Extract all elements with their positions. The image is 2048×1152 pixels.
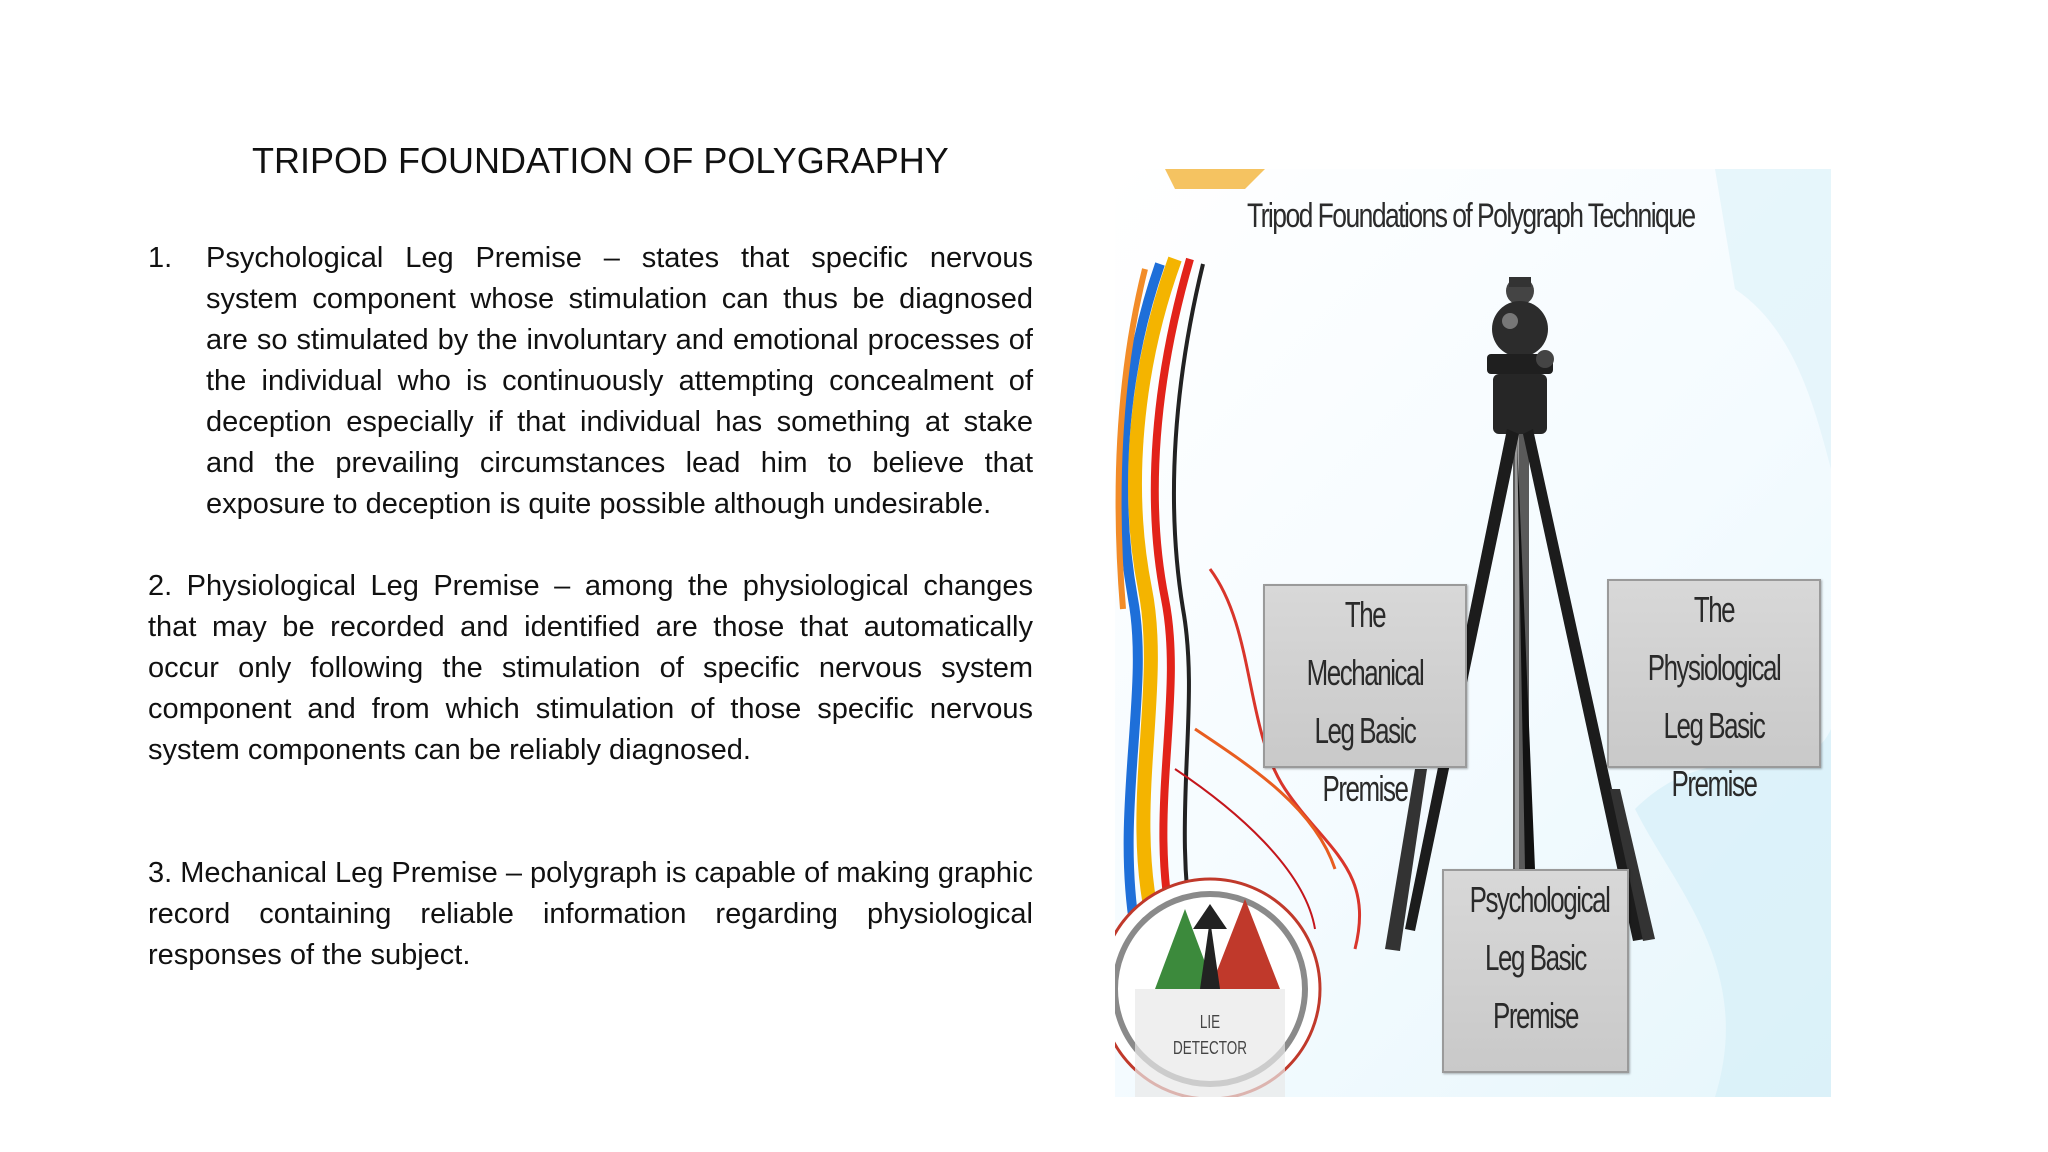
psychological-leg-box	[1442, 869, 1629, 1073]
slide-title: TRIPOD FOUNDATION OF POLYGRAPHY	[252, 140, 949, 181]
mechanical-leg-label: The Mechanical Leg Basic Premise	[1306, 594, 1424, 809]
list-number: 1.	[148, 242, 173, 274]
psychological-premise-text: Psychological Leg Premise – states that specific nervous system component whose stimulation can thus be diagnosed are so stimulated by the involuntary and emotional processes of the individual who is continuously attempting concealment of deception especially if that individual has something at stake and the prevailing circumstances lead him to believe that exposure to deception is quite possible although undesirable.	[206, 242, 1033, 520]
mechanical-premise-text: 3. Mechanical Leg Premise – polygraph is capable of making graphic record containing reliable information regarding physiological responses of the subject.	[148, 857, 1033, 971]
lie-detector-seal: LIE DETECTOR	[1172, 1012, 1248, 1058]
physiological-leg-box	[1607, 579, 1821, 804]
physiological-leg-label: The Physiological Leg Basic Premise	[1647, 589, 1781, 804]
figure-title: Tripod Foundations of Polygraph Technique	[1247, 197, 1695, 235]
list-item-psychological	[148, 238, 1033, 525]
psychological-leg-label: Psychological Leg Basic Premise	[1469, 879, 1610, 1036]
slide-body	[148, 238, 1033, 976]
tripod-image	[1115, 169, 1831, 1097]
mechanical-leg-box	[1263, 584, 1467, 809]
physiological-premise-text: 2. Physiological Leg Premise – among the physiological changes that may be recorded and identified are those that automatically occur only following the stimulation of specific nervous system component and from which stimulation of those specific nervous system components can be reliably diagnosed.	[148, 570, 1033, 766]
